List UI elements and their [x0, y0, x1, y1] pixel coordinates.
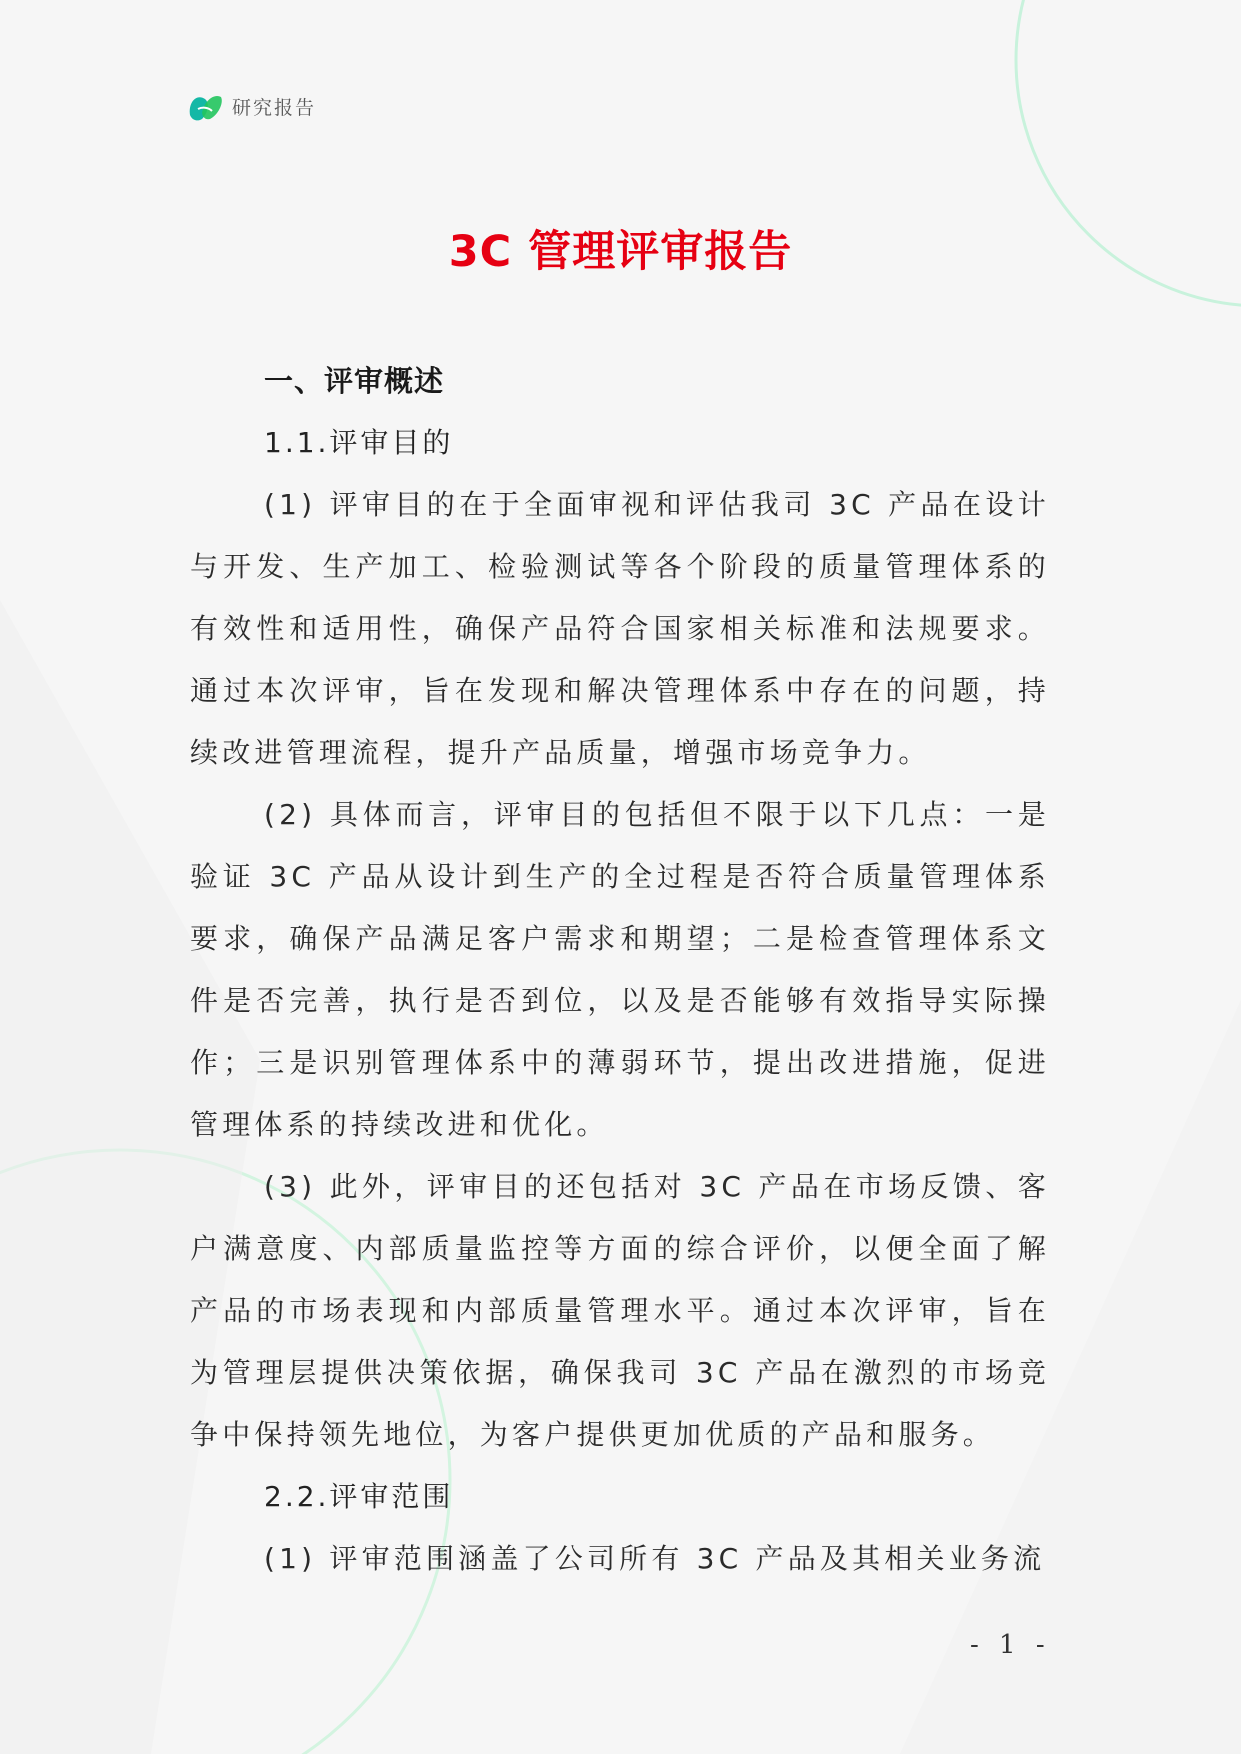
report-header: [186, 86, 316, 126]
subsection-heading-purpose: 1.1.评审目的: [264, 426, 454, 459]
leaf-logo-icon: [186, 89, 224, 123]
paragraph-purpose-2: (2) 具体而言，评审目的包括但不限于以下几点：一是验证 3C 产品从设计到生产的全过程是否符合质量管理体系要求，确保产品满足客户需求和期望；二是检查管理体系文件是否完善，执行是否到位，以及是否能够有效指导实际操作；三是识别管理体系中的薄弱环节，提出改进措施，促进管理体系的持续改进和优化。: [190, 798, 1050, 1141]
subsection-heading-scope: 2.2.评审范围: [264, 1480, 454, 1513]
page-number: - 1 -: [970, 1630, 1051, 1660]
document-title: 3C 管理评审报告: [448, 227, 793, 277]
paragraph-scope-1: (1) 评审范围涵盖了公司所有 3C 产品及其相关业务流: [264, 1542, 1046, 1575]
section-heading-overview: 一、评审概述: [264, 364, 445, 398]
document-body: [190, 350, 1050, 1590]
header-label: 研究报告: [232, 96, 317, 119]
paragraph-purpose-1: (1) 评审目的在于全面审视和评估我司 3C 产品在设计与开发、生产加工、检验测试等各个阶段的质量管理体系的有效性和适用性，确保产品符合国家相关标准和法规要求。通过本次评审，旨在发现和解决管理体系中存在的问题，持续改进管理流程，提升产品质量，增强市场竞争力。: [190, 488, 1050, 769]
paragraph-purpose-3: (3) 此外，评审目的还包括对 3C 产品在市场反馈、客户满意度、内部质量监控等方面的综合评价，以便全面了解产品的市场表现和内部质量管理水平。通过本次评审，旨在为管理层提供决策依据，确保我司 3C 产品在激烈的市场竞争中保持领先地位，为客户提供更加优质的产品和服务。: [190, 1170, 1050, 1451]
